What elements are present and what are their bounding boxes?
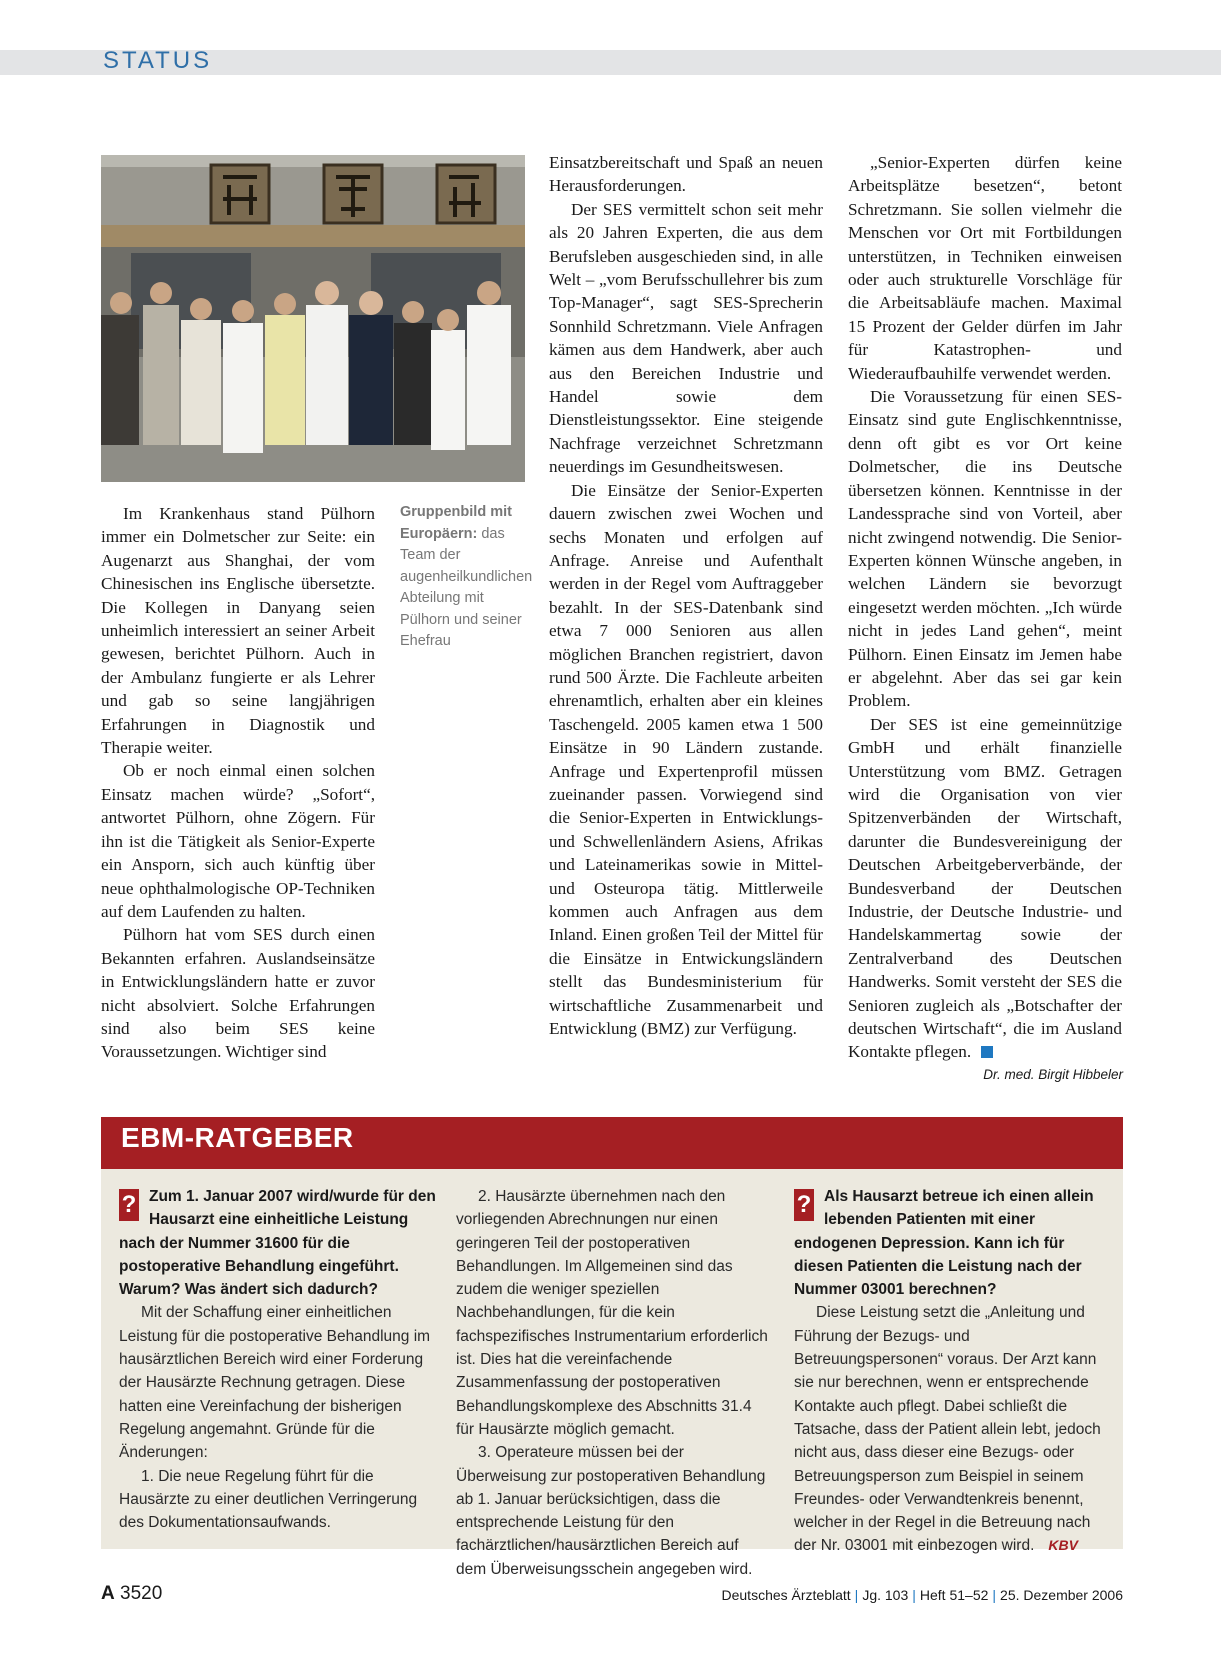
group-photo — [101, 155, 525, 482]
photo-caption — [400, 502, 533, 653]
journal-date: 25. Dezember 2006 — [1000, 1587, 1123, 1603]
page-number-value: 3520 — [120, 1583, 163, 1604]
article-paragraph: Der SES vermittelt schon seit mehr als 20 Jahren Experten, die aus dem Berufsleben ausgeschieden sind, in alle Welt – „vom Berufsschullehrer bis zum Top-Manager“, sagt SES-Sprecherin Sonnhild Schretzmann. Viele Anfragen kämen aus dem Handwerk, aber auch aus den Bereichen Industrie und Handel sowie dem Dienstleistungssektor. Eine steigende Nachfrage verzeichnet Schretzmann neuerdings im Gesundheitswesen. — [549, 199, 823, 477]
page-number — [101, 1583, 162, 1605]
question-mark-icon: ? — [119, 1189, 139, 1221]
article-paragraph: Ob er noch einmal einen solchen Einsatz machen würde? „Sofort“, antwortet Pülhorn, ohne Zögern. Für ihn ist die Tätigkeit als Senior-Experte ein Ansporn, sich auch künftig über neue ophthalmologische OP-Techniken auf dem Laufenden zu halten. — [101, 761, 375, 921]
separator: | — [992, 1587, 997, 1603]
author-byline: Dr. med. Birgit Hibbeler — [983, 1067, 1123, 1082]
end-mark-icon — [981, 1046, 993, 1058]
ebm-question-text: Zum 1. Januar 2007 wird/wurde für den Hausarzt eine einheitliche Leistung nach der Nummer 31600 für die postoperative Behandlung eingeführt. Warum? Was ändert sich dadurch? — [119, 1188, 436, 1299]
article-column-1 — [101, 502, 375, 1064]
separator: | — [912, 1587, 916, 1603]
ebm-answer — [794, 1301, 1111, 1557]
ebm-question — [119, 1185, 436, 1301]
ebm-source: KBV — [1048, 1537, 1078, 1554]
ebm-column-3 — [794, 1185, 1111, 1558]
ebm-answer: 3. Operateure müssen bei der Überweisung zur postoperativen Behandlung ab 1. Januar berücksichtigen, dass die entsprechende Leistung für den fachärztlichen/hausärztlichen Bereich auf dem Überweisungsschein angegeben wird. — [456, 1444, 766, 1578]
ebm-column-2 — [456, 1185, 773, 1581]
ebm-answer-text: Diese Leistung setzt die „Anleitung und Führung der Bezugs- und Betreuungspersonen“ voraus. Der Arzt kann sie nur berechnen, wenn er entsprechende Kontakte auch pflegt. Dabei schließt die Tatsache, dass der Patient allein lebt, jedoch nicht aus, dass dieser eine Bezugs- oder Betreuungsperson zum Beispiel in seinem Freundes- oder Verwandtenkreis benennt, welcher in der Regel in die Betreuung nach der Nr. 03001 mit einbezogen wird. — [794, 1304, 1101, 1555]
caption-text: das Team der augenheilkundlichen Abteilung mit Pülhorn und seiner Ehefrau — [400, 525, 533, 649]
article-paragraph: Pülhorn hat vom SES durch einen Bekannten erfahren. Auslandseinsätze in Entwicklungsländern hatte er zuvor nicht absolviert. Solche Erfahrungen sind also beim SES keine Voraussetzungen. Wichtiger sind — [101, 925, 375, 1062]
ebm-answer: 1. Die neue Regelung führt für die Hausärzte zu einer deutlichen Verringerung des Dokumentationsaufwands. — [119, 1467, 418, 1532]
article-paragraph: „Senior-Experten dürfen keine Arbeitsplätze besetzen“, betont Schretzmann. Sie sollen vielmehr die Menschen vor Ort mit Fortbildungen unterstützen, in Techniken einweisen oder auch strukturelle Vorschläge für die Arbeitsabläufe machen. Maximal 15 Prozent der Gelder dürfen im Jahr für Katastrophen- und Wiederaufbauhilfe verwendet werden. — [848, 153, 1122, 383]
ebm-title: EBM-RATGEBER — [121, 1122, 354, 1153]
article-paragraph: Einsatzbereitschaft und Spaß an neuen Herausforderungen. — [549, 153, 823, 196]
journal-volume: Jg. 103 — [862, 1587, 909, 1603]
ebm-question — [794, 1185, 1111, 1301]
question-mark-icon: ? — [794, 1189, 814, 1221]
caption-title: Gruppenbild mit Europäern: — [400, 504, 512, 542]
journal-issue: Heft 51–52 — [919, 1587, 989, 1603]
ebm-answer: Mit der Schaffung einer einheitlichen Leistung für die postoperative Behandlung im hausärztlichen Bereich wird einer Forderung der Hausärzte Rechnung getragen. Diese hatten eine Vereinfachung der bisherigen Regelung angemahnt. Gründe für die Änderungen: — [119, 1304, 431, 1462]
section-label: STATUS — [103, 47, 213, 74]
article-paragraph: Die Voraussetzung für einen SES-Einsatz sind gute Englischkenntnisse, denn oft gibt es vor Ort keine Dolmetscher, die ins Deutsche übersetzen können. Kenntnisse in der Landessprache sind von Vorteil, aber nicht zwingend notwendig. Die Senior-Experten können Wünsche angeben, in welchen Ländern sie bevorzugt eingesetzt werden möchten. „Ich würde nicht in jedes Land gehen“, meint Pülhorn. Einen Einsatz im Jemen habe er abgelehnt. Aber das sei gar kein Problem. — [848, 387, 1122, 711]
article-paragraph: Im Krankenhaus stand Pülhorn immer ein Dolmetscher zur Seite: ein Augenarzt aus Shanghai, der vom Chinesischen ins Englische übersetzte. Die Kollegen in Danyang seien unheimlich interessiert an seiner Arbeit gewesen, berichtet Pülhorn. Auch in der Ambulanz fungierte er als Lehrer und gab so seine langjährigen Erfahrungen in Diagnostik und Therapie weiter. — [101, 504, 375, 758]
journal-name: Deutsches Ärzteblatt — [721, 1587, 851, 1603]
article-paragraph — [848, 713, 1122, 1064]
ebm-question-text: Als Hausarzt betreue ich einen allein lebenden Patienten mit einer endogenen Depression. Kann ich für diesen Patienten die Leistung nach der Nummer 03001 berechnen? — [794, 1188, 1094, 1299]
article-column-4 — [848, 151, 1122, 1064]
article-paragraph-text: Der SES ist eine gemeinnützige GmbH und erhält finanzielle Unterstützung vom BMZ. Getragen wird die Organisation von vier Spitzenverbänden der Wirtschaft, darunter die Bundesvereinigung der Deutschen Arbeitgeberverbände, der Bundesverband der Deutschen Industrie, der Deutsche Industrie- und Handelskammertag sowie der Zentralverband des Deutschen Handwerks. Somit versteht der SES die Senioren zugleich als „Botschafter der deutschen Wirtschaft“, die im Ausland Kontakte pflegen. — [848, 714, 1122, 1062]
article-paragraph: Die Einsätze der Senior-Experten dauern zwischen zwei Wochen und sechs Monaten und erfolgen auf Anfrage. Anreise und Aufenthalt werden in der Regel vom Auftraggeber bezahlt. In der SES-Datenbank sind etwa 7 000 Senioren aus allen möglichen Branchen registriert, davon rund 500 Ärzte. Die Fachleute arbeiten ehrenamtlich, erhalten aber ein kleines Taschengeld. 2005 kamen etwa 1 500 Einsätze in 90 Ländern zustande. Anfrage und Expertenprofil müssen zueinander passen. Vorwiegend sind die Senior-Experten in Entwicklungs- und Schwellenländern Asiens, Afrikas und Lateinamerikas sowie in Mittel- und Osteuropa tätig. Mittlerweile kommen auch Anfragen aus dem Inland. Einen großen Teil der Mittel für die Einsätze in Entwickungsländern stellt das Bundesministerium für wirtschaftliche Zusammenarbeit und Entwicklung (BMZ) zur Verfügung. — [549, 480, 823, 1039]
group-photo-image — [101, 155, 525, 482]
page-prefix: A — [101, 1583, 115, 1604]
ebm-answer: 2. Hausärzte übernehmen nach den vorliegenden Abrechnungen nur einen geringeren Teil der postoperativen Behandlungen. Im Allgemeinen sind das zudem die weniger speziellen Nachbehandlungen, für die kein fachspezifisches Instrumentarium erforderlich ist. Dies hat die vereinfachende Zusammenfassung der postoperativen Behandlungskomplexe des Abschnitts 31.4 für Hausärzte möglich gemacht. — [456, 1188, 768, 1438]
separator: | — [854, 1587, 859, 1603]
article-column-3 — [549, 151, 823, 1040]
ebm-column-1 — [119, 1185, 436, 1534]
journal-citation — [722, 1587, 1124, 1603]
